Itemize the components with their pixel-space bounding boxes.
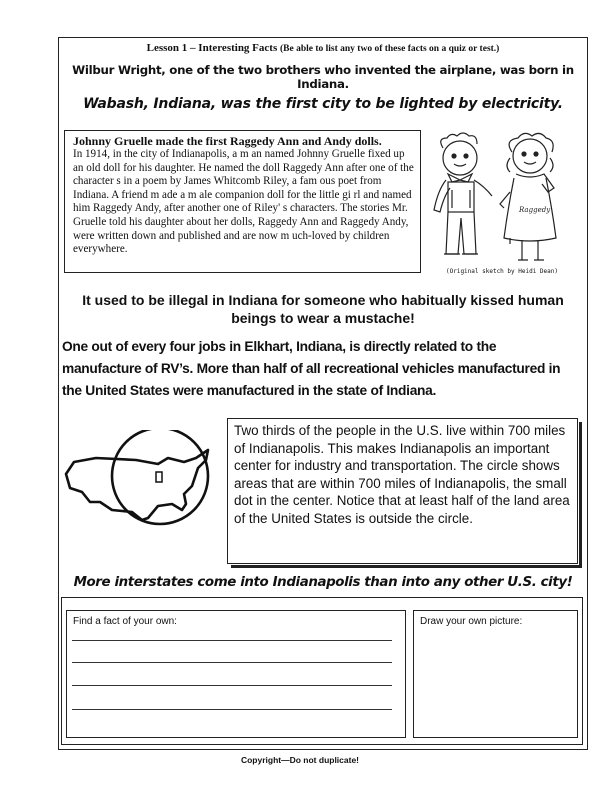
fact-wabash: Wabash, Indiana, was the first city to be lighted by electricity. [83, 96, 563, 112]
gruelle-heading: Johnny Gruelle made the first Raggedy Ann and Andy dolls. [73, 134, 382, 148]
picture-label: Draw your own picture: [420, 616, 523, 627]
gruelle-fact-box [64, 130, 421, 273]
us-map-circle-illustration [60, 430, 220, 550]
sketch-credit: (Original sketch by Heidi Dean) [446, 268, 558, 275]
doll-sign-text: Raggedy [519, 206, 551, 214]
fact-mustache: It used to be illegal in Indiana for someone who habitually kissed human beings to wear a mustache! [82, 292, 564, 326]
writing-line[interactable] [72, 709, 392, 710]
own-fact-label: Find a fact of your own: [73, 616, 177, 627]
fact-miles: Two thirds of the people in the U.S. live within 700 miles of Indianapolis. This makes Indianapolis an important center for industry and transportation. The circle shows areas that are within 700 miles of Indianapolis, the small dot in the center. Notice that at least half of the land area of the United States is outside the circle. [234, 423, 570, 526]
lesson-title [60, 42, 586, 54]
lesson-subtitle: (Be able to list any two of these facts on a quiz or test.) [279, 44, 500, 54]
fact-rv: One out of every four jobs in Elkhart, Indiana, is directly related to the manufacture of RV’s. More than half of all recreational vehicles manufactured in the United States were manufactured in the state of Indiana. [62, 339, 561, 399]
draw-picture-box[interactable] [413, 610, 578, 738]
copyright-notice: Copyright—Do not duplicate! [240, 755, 360, 765]
writing-line[interactable] [72, 640, 392, 641]
fact-miles-box [227, 418, 578, 564]
raggedy-dolls-sketch [418, 132, 583, 282]
gruelle-body: In 1914, in the city of Indianapolis, a m an named Johnny Gruelle fixed up an old doll for his daughter. He named the doll Raggedy Ann after one of the character s in a poem by James Whitcomb Riley, a fam ous poet from Indiana. A friend m ade a m ale companion doll for the little gi rl and named him Raggedy Andy, after another one of Riley' s characters. The stories Mr. Gruelle told his daughter about her dolls, Raggedy Ann and Raggedy Andy, were written down and published and are now m uch-loved by children everywhere. [73, 148, 414, 256]
lesson-title-text: Lesson 1 – Interesting Facts [146, 42, 278, 54]
own-fact-box[interactable] [66, 610, 406, 738]
fact-interstates: More interstates come into Indianapolis than into any other U.S. city! [73, 575, 573, 590]
writing-line[interactable] [72, 685, 392, 686]
fact-wright: Wilbur Wright, one of the two brothers who invented the airplane, was born in Indiana. [72, 63, 574, 91]
writing-line[interactable] [72, 662, 392, 663]
